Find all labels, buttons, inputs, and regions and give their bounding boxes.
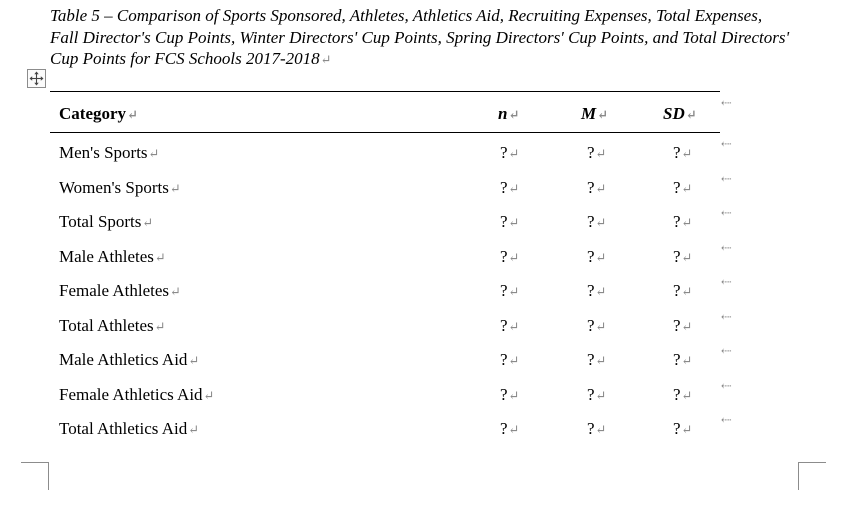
table-top-rule [50,91,720,92]
row-end-mark-icon: ⇠ [721,377,732,393]
row-n-cell: ?↵ [500,350,520,369]
move-arrows-icon [29,71,44,86]
row-n-cell: ?↵ [500,384,520,404]
table-header-rule [50,132,720,133]
row-end-mark-icon: ⇠ [721,95,732,110]
row-m-cell: ?↵ [587,350,607,369]
paragraph-mark-icon: ↵ [320,52,332,67]
row-category-cell: Female Athletics Aid↵ [59,384,215,404]
row-n-cell: ?↵ [500,143,520,162]
row-m-cell: ?↵ [587,315,607,335]
header-sd: SD↵ [663,104,697,123]
row-n-cell: ?↵ [500,281,520,300]
row-end-mark-icon: ⇠ [721,274,732,289]
row-sd-cell: ?↵ [673,350,693,369]
row-n-cell: ?↵ [500,212,520,231]
row-sd-cell: ?↵ [673,212,693,231]
row-end-mark-icon: ⇠ [721,412,732,427]
row-n-cell: ?↵ [500,177,520,197]
row-n-cell: ?↵ [500,246,520,266]
row-sd-cell: ?↵ [673,143,693,162]
row-category-cell: Men's Sports↵ [59,143,160,162]
row-m-cell: ?↵ [587,177,607,197]
caption-text: Table 5 – Comparison of Sports Sponsored, Athletes, Athletics Aid, Recruiting Expenses, Total Expenses, Fall Director's Cup Points, Winter Directors' Cup Points, Spring Directors' Cup Points, and Total Directors' Cup Points for FCS Schools 2017-2018 [50,6,790,68]
row-n-cell: ?↵ [500,315,520,335]
row-sd-cell: ?↵ [673,281,693,300]
table-move-handle[interactable] [27,69,46,88]
row-category-cell: Total Sports↵ [59,212,154,231]
row-end-mark-icon: ⇠ [721,205,732,220]
row-end-mark-icon: ⇠ [721,343,732,358]
header-n: n↵ [498,104,520,123]
row-category-cell: Total Athletics Aid↵ [59,419,200,438]
table-caption [50,5,790,71]
crop-mark-left-icon [21,462,49,490]
row-m-cell: ?↵ [587,143,607,162]
header-m: M↵ [581,104,609,123]
crop-mark-right-icon [798,462,826,490]
row-sd-cell: ?↵ [673,315,693,335]
row-m-cell: ?↵ [587,419,607,438]
row-sd-cell: ?↵ [673,384,693,404]
row-sd-cell: ?↵ [673,177,693,197]
row-m-cell: ?↵ [587,212,607,231]
row-category-cell: Total Athletes↵ [59,315,166,335]
row-sd-cell: ?↵ [673,419,693,438]
row-category-cell: Male Athletics Aid↵ [59,350,200,369]
row-m-cell: ?↵ [587,384,607,404]
row-n-cell: ?↵ [500,419,520,438]
row-m-cell: ?↵ [587,246,607,266]
row-category-cell: Male Athletes↵ [59,246,166,266]
row-end-mark-icon: ⇠ [721,136,732,151]
row-m-cell: ?↵ [587,281,607,300]
row-category-cell: Female Athletes↵ [59,281,181,300]
row-sd-cell: ?↵ [673,246,693,266]
row-end-mark-icon: ⇠ [721,170,732,186]
row-end-mark-icon: ⇠ [721,308,732,324]
header-category: Category↵ [59,104,138,123]
row-category-cell: Women's Sports↵ [59,177,181,197]
row-end-mark-icon: ⇠ [721,239,732,255]
